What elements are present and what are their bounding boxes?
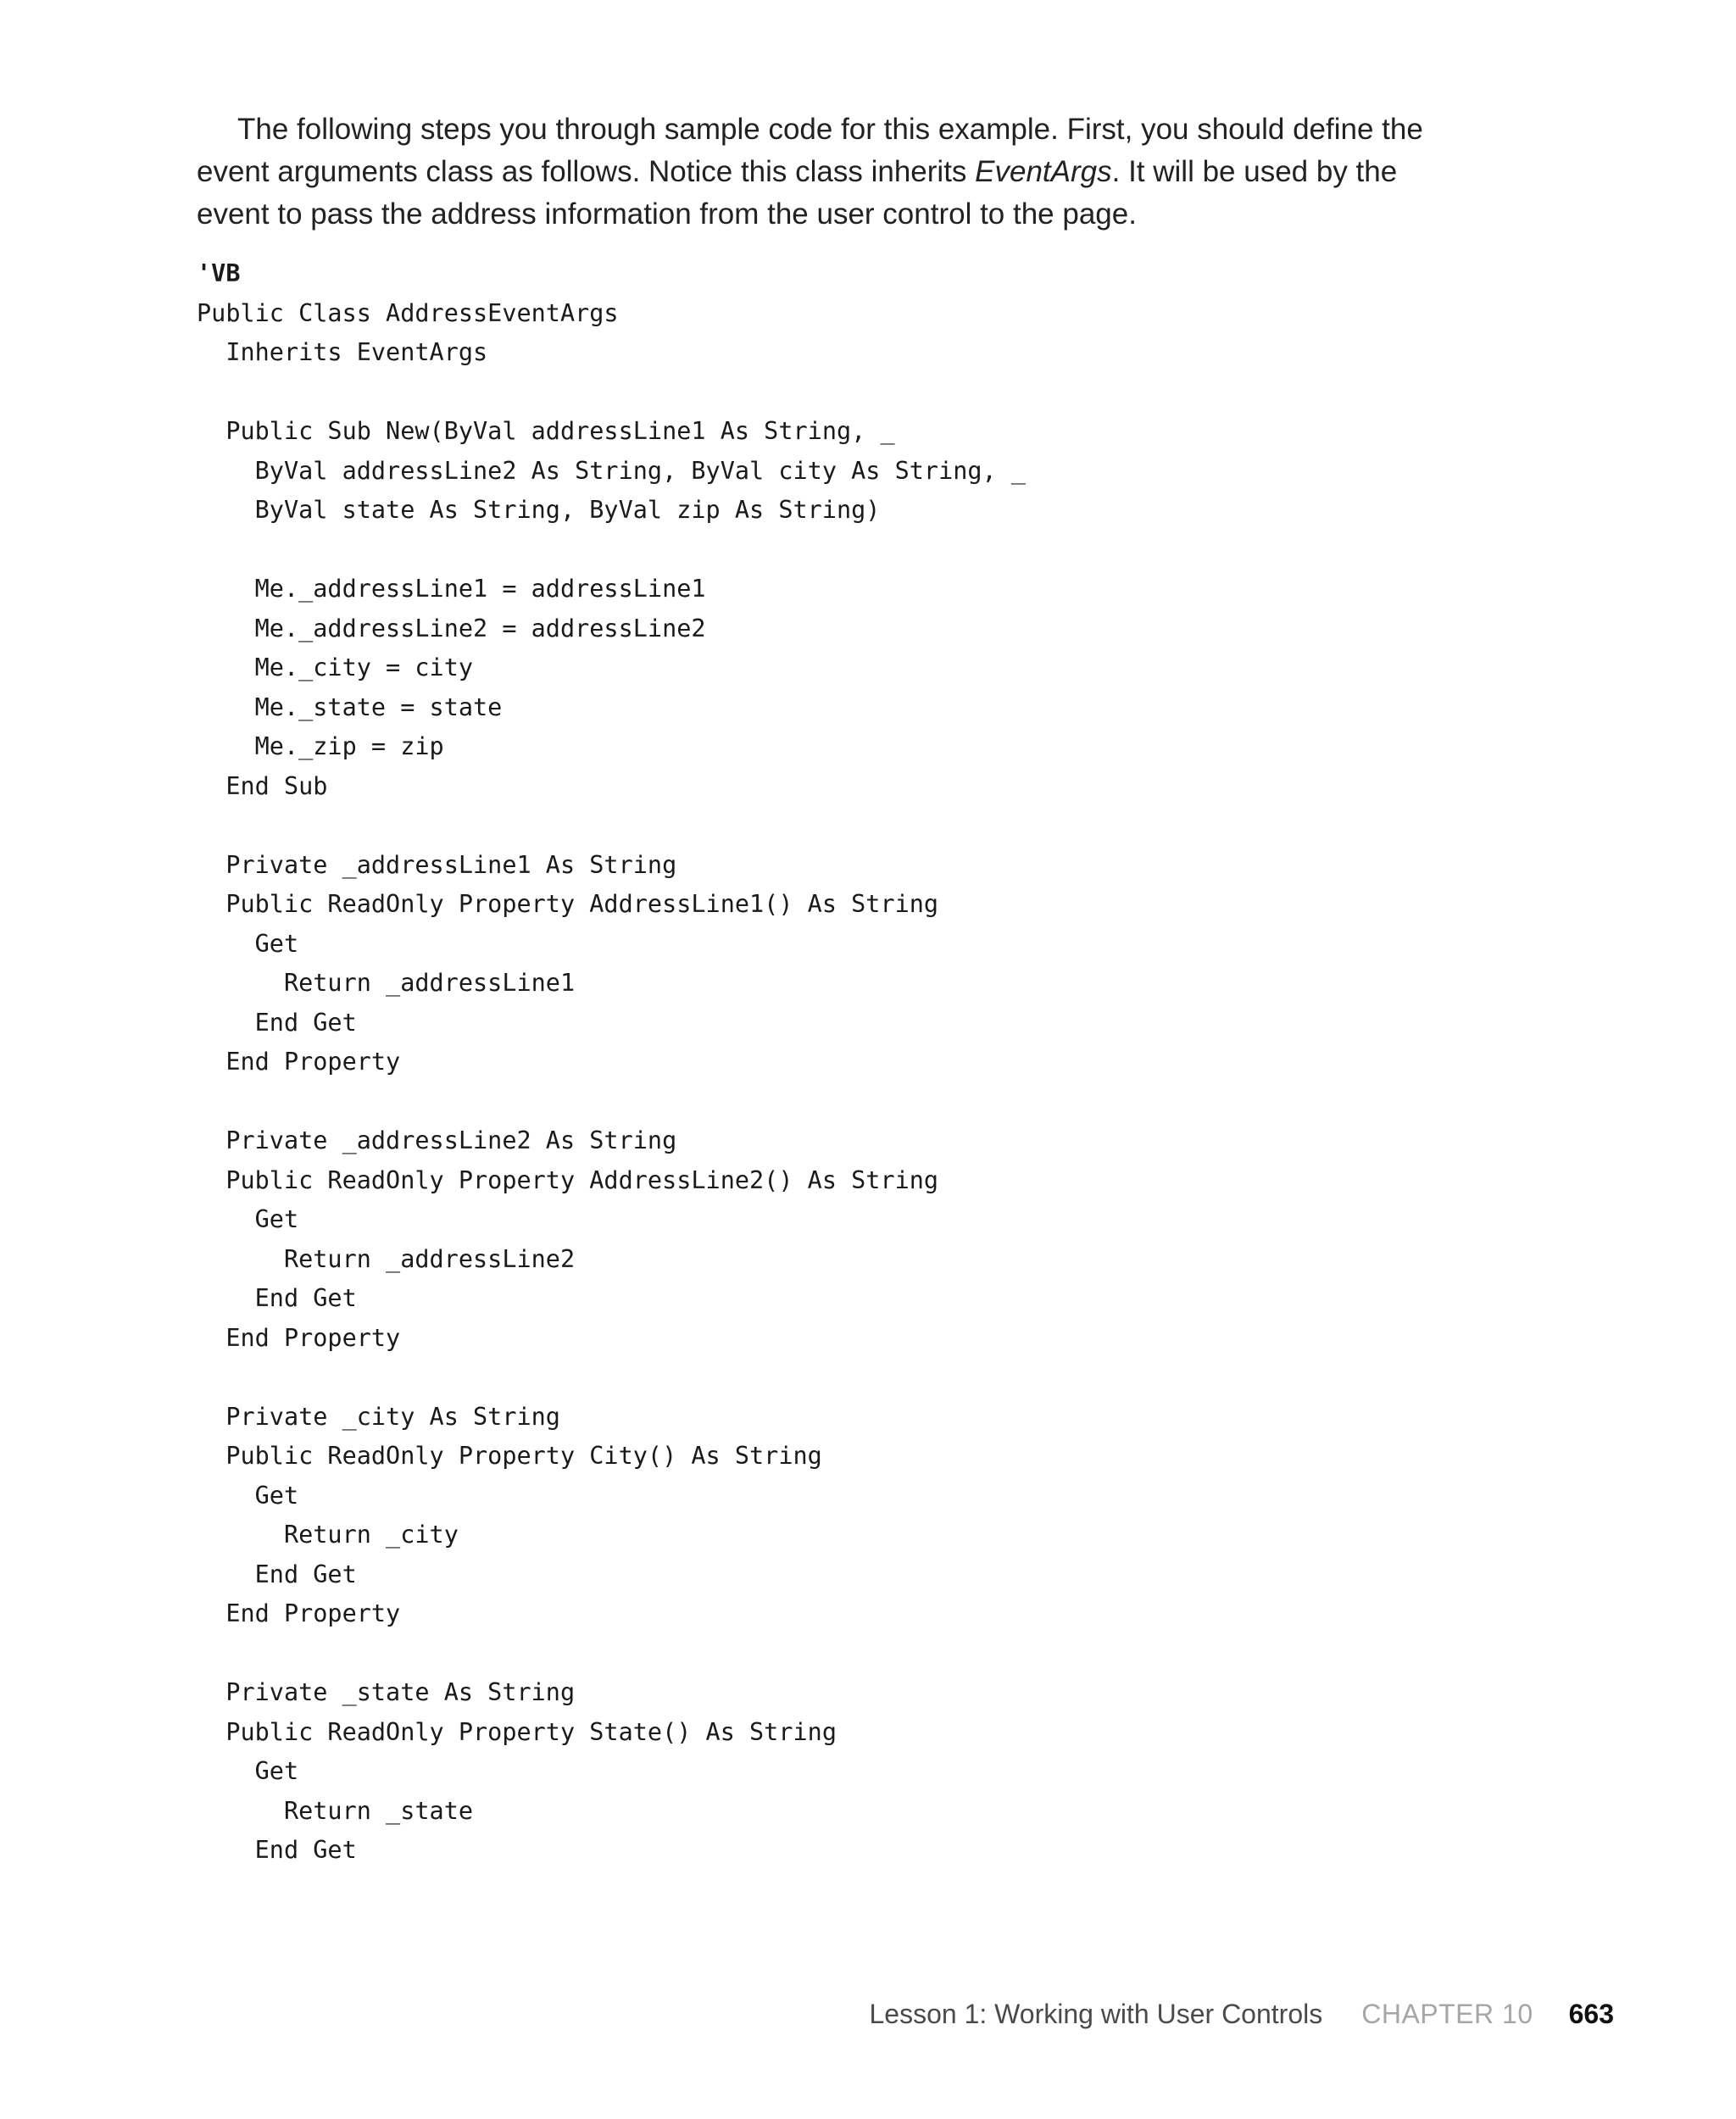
code-listing [197,254,1026,1871]
code-line: Get [197,1757,299,1785]
code-line: Inherits EventArgs [197,338,488,366]
code-line: Get [197,1205,299,1233]
code-line: Return _addressLine2 [197,1244,576,1273]
code-line: End Property [197,1048,401,1076]
code-line: End Property [197,1323,401,1352]
code-line [197,1358,1026,1398]
footer-lesson-title: Lesson 1: Working with User Controls [869,1999,1323,2029]
code-language-tag: 'VB [197,259,241,287]
code-line: Return _state [197,1796,474,1825]
code-line: Public Sub New(ByVal addressLine1 As String, _ [197,417,895,445]
code-line: Public ReadOnly Property State() As String [197,1717,837,1746]
code-line: Private _addressLine1 As String [197,850,677,879]
code-line: End Get [197,1560,357,1588]
code-line: Public Class AddressEventArgs [197,298,619,327]
code-line [197,1082,1026,1122]
code-line: Me._addressLine1 = addressLine1 [197,575,706,603]
code-line: Me._zip = zip [197,732,444,760]
code-line: Private _city As String [197,1402,560,1431]
code-line: ByVal state As String, ByVal zip As String) [197,496,881,524]
code-line: End Property [197,1599,401,1627]
intro-paragraph [197,108,1451,236]
code-line [197,531,1026,570]
code-line [197,1634,1026,1674]
footer-page-number: 663 [1568,1999,1614,2029]
code-line: Return _addressLine1 [197,969,576,997]
code-line: ByVal addressLine2 As String, ByVal city As String, _ [197,456,1027,485]
code-line: Me._addressLine2 = addressLine2 [197,614,706,642]
code-line [197,373,1026,413]
footer-chapter-label: CHAPTER 10 [1361,1999,1533,2029]
code-line: Me._state = state [197,692,503,721]
code-line [197,806,1026,846]
code-line: Me._city = city [197,653,474,681]
code-line: Get [197,1481,299,1510]
code-lines [197,294,1026,1871]
code-line: Private _addressLine2 As String [197,1126,677,1154]
code-line: End Get [197,1836,357,1864]
code-line: Public ReadOnly Property AddressLine1() As String [197,890,939,918]
code-line: End Get [197,1008,357,1037]
code-line: End Sub [197,771,328,800]
intro-text-part1: The following steps you through sample code for this example. First, you should define the event arguments class as follows. Notice this class inherits [197,113,1423,188]
page-footer [869,1997,1614,2031]
code-line: Get [197,929,299,958]
code-line: Public ReadOnly Property AddressLine2() As String [197,1165,939,1194]
intro-text-part2: . It will be used by the event to pass the address information from the user control to the page. [197,155,1398,231]
code-line: Private _state As String [197,1678,576,1706]
intro-emphasis-eventargs: EventArgs [975,155,1112,188]
code-line: Return _city [197,1521,459,1549]
code-line: Public ReadOnly Property City() As String [197,1442,822,1470]
code-line: End Get [197,1284,357,1312]
